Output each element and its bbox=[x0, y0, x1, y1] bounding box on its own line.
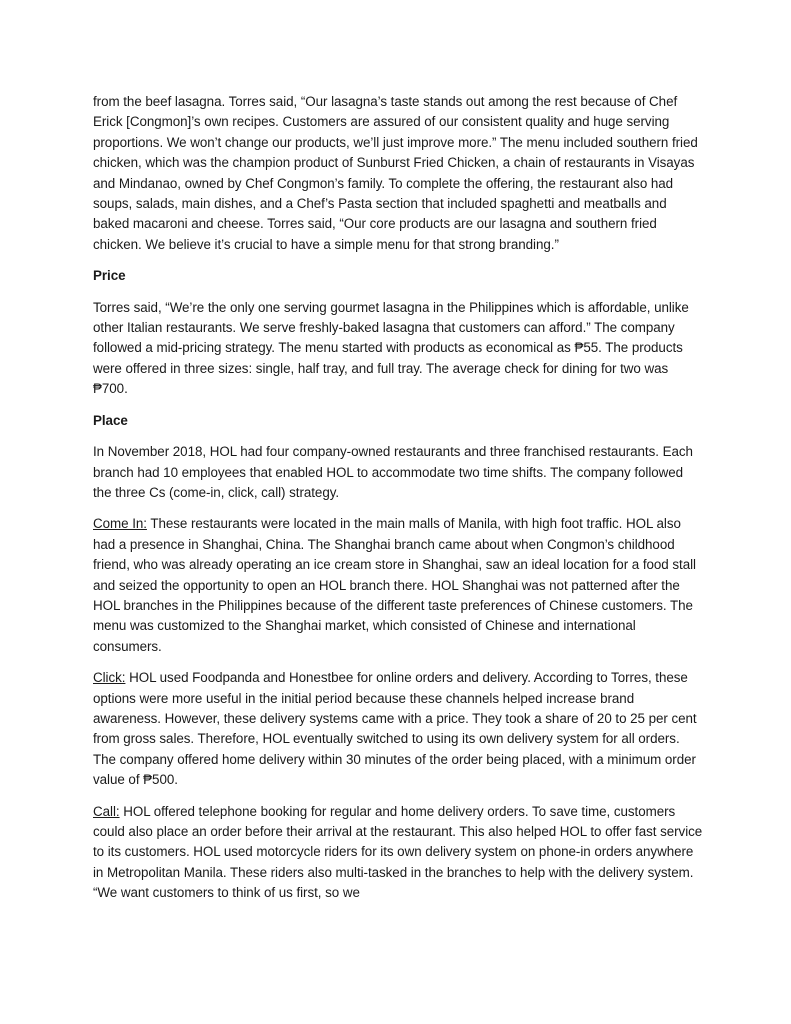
call-text: HOL offered telephone booking for regular and home delivery orders. To save time, customers could also place an order before their arrival at the restaurant. This also helped HOL to offer fast service to its customers. HOL used motorcycle riders for its own delivery system on phone-in orders anywhere in Metropolitan Manila. These riders also multi-tasked in the branches to help with the delivery system. “We want customers to think of us first, so we bbox=[93, 803, 703, 901]
price-paragraph: Torres said, “We’re the only one serving gourmet lasagna in the Philippines which is affordable, unlike other Italian restaurants. We serve freshly-baked lasagna that customers can afford.” The company followed a mid-pricing strategy. The menu started with products as economical as ₱55. The products were offered in three sizes: single, half tray, and full tray. The average check for dining for two was ₱700. bbox=[93, 299, 689, 397]
come-in-text: These restaurants were located in the main malls of Manila, with high foot traffic. HOL also had a presence in Shanghai, China. The Shanghai branch came about when Congmon’s childhood friend, who was already operating an ice cream store in Shanghai, saw an ideal location for a food stall and seized the opportunity to open an HOL branch there. HOL Shanghai was not patterned after the HOL branches in the Philippines because of the different taste preferences of Chinese customers. The menu was customized to the Shanghai market, which consisted of Chinese and international consumers. bbox=[93, 516, 696, 654]
click-label: Click: bbox=[93, 670, 126, 686]
call-label: Call: bbox=[93, 803, 120, 819]
price-heading: Price bbox=[93, 268, 126, 284]
come-in-label: Come In: bbox=[93, 516, 147, 532]
place-paragraph: In November 2018, HOL had four company-owned restaurants and three franchised restaurants. Each branch had 10 employees that enabled HOL to accommodate two time shifts. The company followed the three Cs (come-in, click, call) strategy. bbox=[93, 444, 693, 500]
click-paragraph bbox=[93, 668, 705, 790]
intro-paragraph: from the beef lasagna. Torres said, “Our lasagna’s taste stands out among the rest because of Chef Erick [Congmon]’s own recipes. Customers are assured of our consistent quality and huge serving proportions. We won’t change our products, we’ll just improve more.” The menu included southern fried chicken, which was the champion product of Sunburst Fried Chicken, a chain of restaurants in Visayas and Mindanao, owned by Chef Congmon’s family. To complete the offering, the restaurant also had soups, salads, main dishes, and a Chef’s Pasta section that included spaghetti and meatballs and baked macaroni and cheese. Torres said, “Our core products are our lasagna and southern fried chicken. We believe it’s crucial to have a simple menu for that strong branding.” bbox=[93, 94, 698, 252]
document-body bbox=[93, 92, 705, 904]
call-paragraph bbox=[93, 802, 705, 904]
click-text: HOL used Foodpanda and Honestbee for online orders and delivery. According to Torres, these options were more useful in the initial period because these channels helped increase brand awareness. However, these delivery systems came with a price. They took a share of 20 to 25 per cent from gross sales. Therefore, HOL eventually switched to using its own delivery system for all orders. The company offered home delivery within 30 minutes of the order being placed, with a minimum order value of ₱500. bbox=[93, 670, 697, 788]
come-in-paragraph bbox=[93, 514, 705, 657]
place-heading: Place bbox=[93, 412, 128, 428]
